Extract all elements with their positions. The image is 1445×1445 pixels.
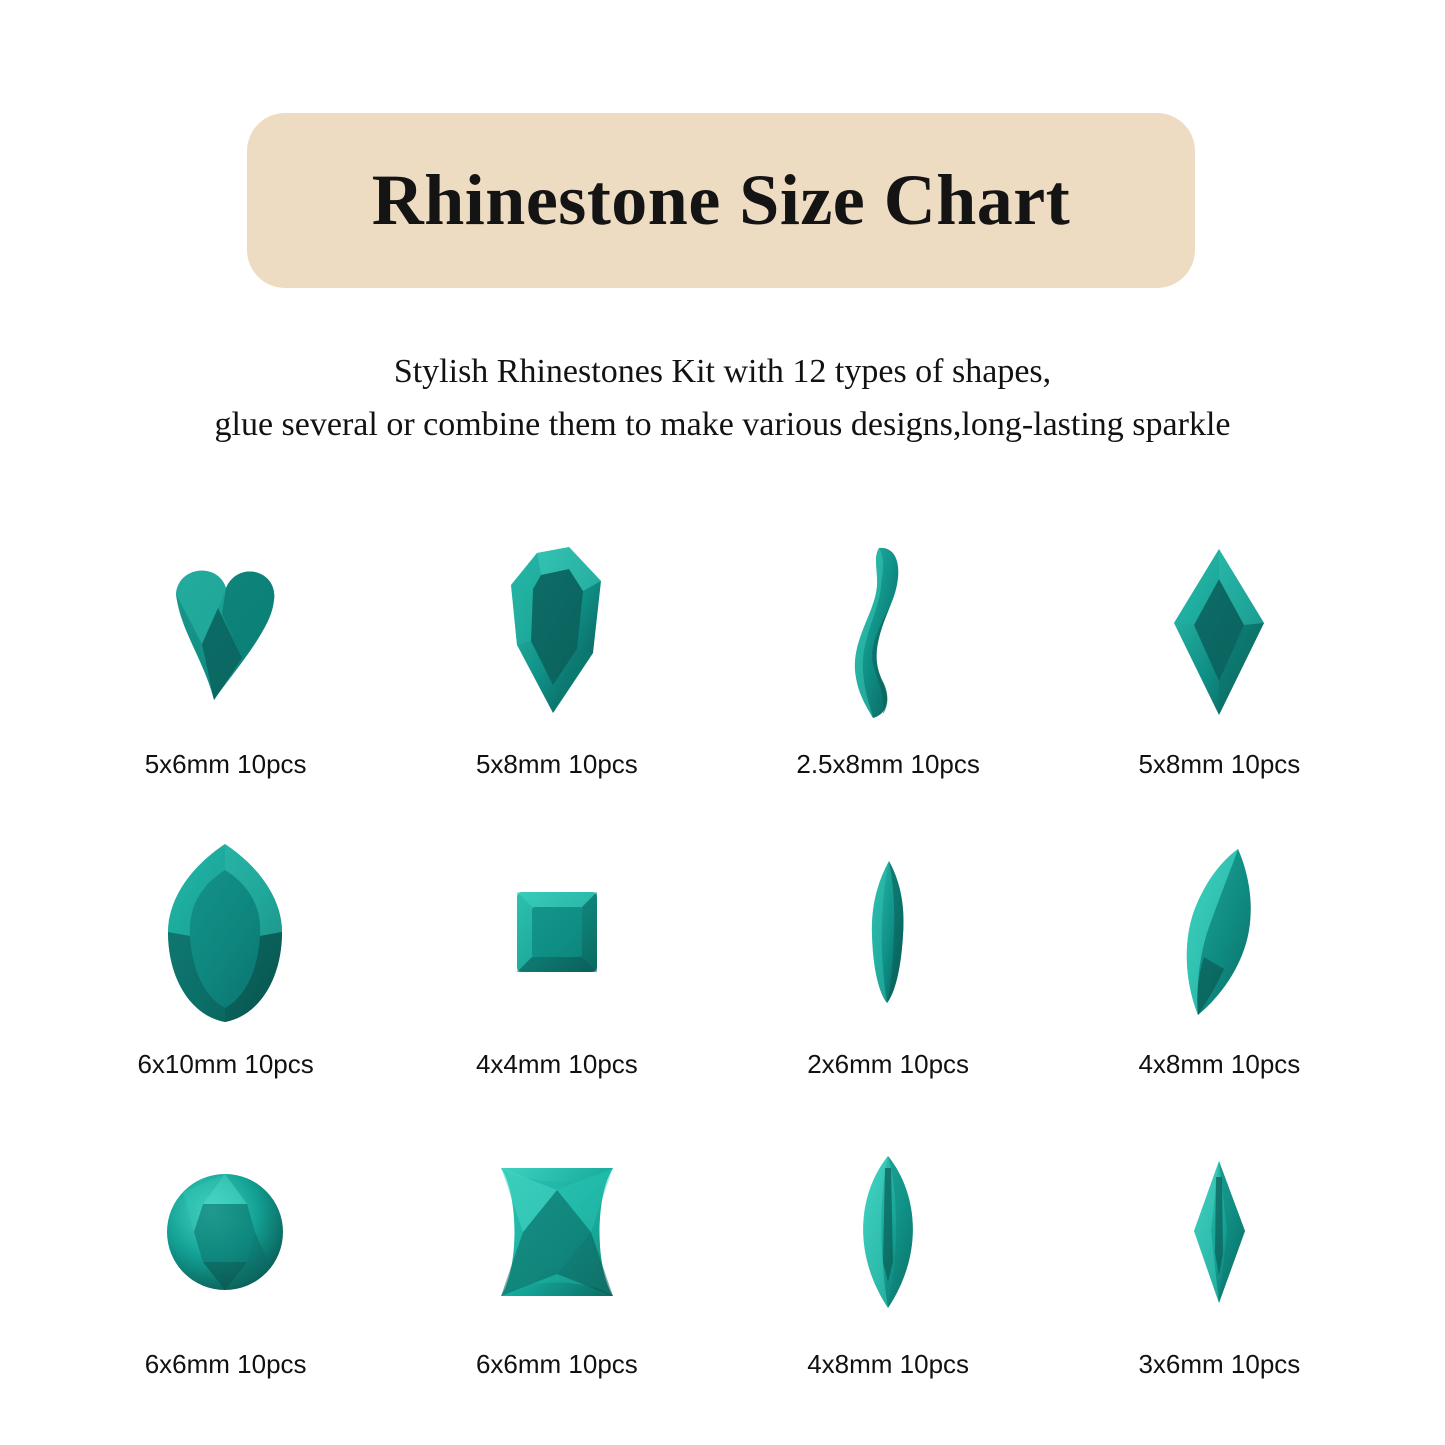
gem-label: 2x6mm 10pcs: [807, 1049, 970, 1079]
gem-diamond-rhombus: [1164, 537, 1274, 727]
gem-label: 4x4mm 10pcs: [475, 1049, 638, 1079]
grid-item: [1054, 520, 1385, 780]
subtitle-line-1: Stylish Rhinestones Kit with 12 types of shapes,: [393, 353, 1052, 390]
gem-label: 5x8mm 10pcs: [475, 749, 638, 779]
grid-item: [60, 520, 391, 780]
page-title: Rhinestone Size Chart: [371, 160, 1071, 240]
gem-small-drop: [863, 837, 913, 1027]
subtitle-line-2: glue several or combine them to make various designs,long-lasting sparkle: [214, 406, 1231, 443]
gem-label: 3x6mm 10pcs: [1138, 1349, 1301, 1379]
gem-shield: [497, 537, 617, 727]
gem-square: [512, 837, 602, 1027]
gem-wave: [843, 537, 933, 727]
gem-label: 6x6mm 10pcs: [144, 1349, 307, 1379]
gem-label: 5x6mm 10pcs: [144, 749, 307, 779]
grid-item: [1054, 820, 1385, 1080]
grid-item: [723, 820, 1054, 1080]
gem-label: 2.5x8mm 10pcs: [796, 749, 980, 779]
gem-teardrop: [158, 837, 293, 1027]
gem-label: 5x8mm 10pcs: [1138, 749, 1301, 779]
title-banner: [247, 113, 1195, 288]
subtitle-block: [0, 345, 1445, 451]
gem-leaf: [1172, 837, 1267, 1027]
gem-label: 6x10mm 10pcs: [137, 1049, 314, 1079]
gem-star-square: [487, 1137, 627, 1327]
gem-kite-rhombus: [1187, 1137, 1252, 1327]
grid-item: [391, 520, 722, 780]
grid-item: [391, 820, 722, 1080]
gem-round: [163, 1137, 288, 1327]
gem-grid: [60, 520, 1385, 1380]
grid-item: [60, 820, 391, 1080]
grid-item: [60, 1120, 391, 1380]
grid-item: [391, 1120, 722, 1380]
gem-heart: [156, 537, 296, 727]
gem-label: 4x8mm 10pcs: [1138, 1049, 1301, 1079]
grid-item: [1054, 1120, 1385, 1380]
grid-item: [723, 520, 1054, 780]
grid-item: [723, 1120, 1054, 1380]
gem-label: 6x6mm 10pcs: [475, 1349, 638, 1379]
gem-label: 4x8mm 10pcs: [807, 1349, 970, 1379]
gem-marquise: [841, 1137, 936, 1327]
